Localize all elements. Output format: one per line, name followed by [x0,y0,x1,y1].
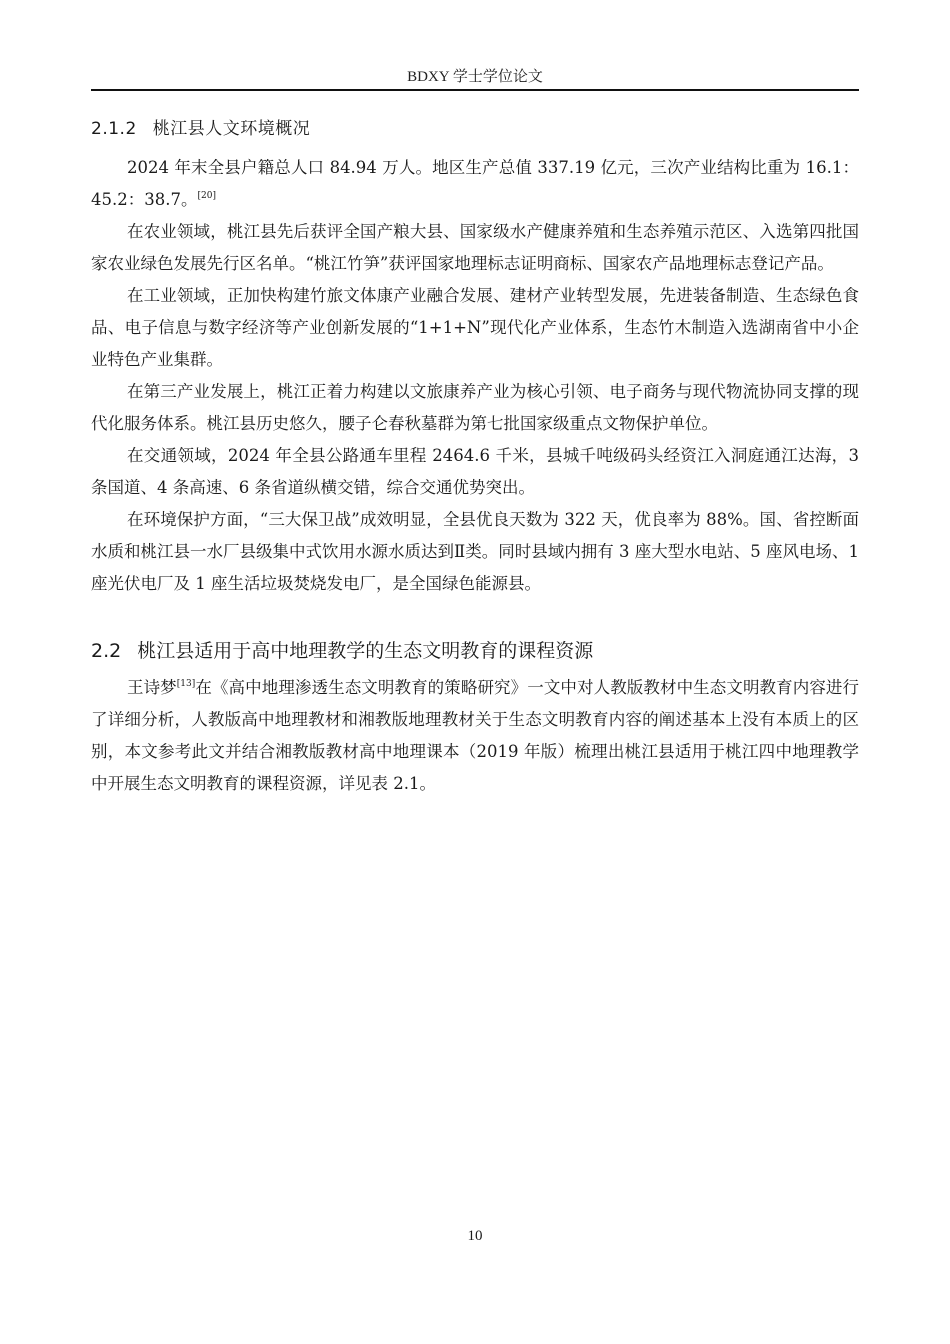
section-title: 桃江县人文环境概况 [152,119,311,139]
paragraph-tertiary: 在第三产业发展上，桃江正着力构建以文旅康养产业为核心引领、电子商务与现代物流协同支撑的现代化服务体系。桃江县历史悠久，腰子仑春秋墓群为第七批国家级重点文物保护单位。 [91,382,859,433]
section-number: 2.1.2 [91,119,137,139]
section-title: 桃江县适用于高中地理教学的生态文明教育的课程资源 [137,640,594,662]
paragraph-population [91,152,859,216]
citation-marker: [20] [197,191,216,201]
section-number: 2.2 [91,640,122,662]
page-number: 10 [467,1228,483,1244]
running-header: BDXY 学士学位论文 [407,69,543,85]
header-rule [91,89,859,91]
paragraph-agriculture: 在农业领域，桃江县先后获评全国产粮大县、国家级水产健康养殖和生态养殖示范区、入选第四批国家农业绿色发展先行区名单。“桃江竹笋”获评国家地理标志证明商标、国家农产品地理标志登记产品。 [91,222,859,273]
section-heading-2-2 [91,634,859,668]
paragraph-environment: 在环境保护方面，“三大保卫战”成效明显，全县优良天数为 322 天，优良率为 88%。国、省控断面水质和桃江县一水厂县级集中式饮用水源水质达到Ⅱ类。同时县域内拥有 3 座大型水电站、5 座风电场、1 座光伏电厂及 1 座生活垃圾焚烧发电厂，是全国绿色能源县。 [91,510,859,593]
page-body [91,114,859,800]
paragraph-lead: 王诗梦 [127,678,177,697]
paragraph-industry: 在工业领域，正加快构建竹旅文体康产业融合发展、建材产业转型发展，先进装备制造、生态绿色食品、电子信息与数字经济等产业创新发展的“1+1+N”现代化产业体系，生态竹木制造入选湖南省中小企业特色产业集群。 [91,286,859,369]
paragraph-transport: 在交通领域，2024 年全县公路通车里程 2464.6 千米，县城千吨级码头经资江入洞庭通江达海，3 条国道、4 条高速、6 条省道纵横交错，综合交通优势突出。 [91,446,859,497]
citation-marker: [13] [176,679,196,689]
paragraph-text: 在《高中地理渗透生态文明教育的策略研究》一文中对人教版教材中生态文明教育内容进行了详细分析，人教版高中地理教材和湘教版地理教材关于生态文明教育内容的阐述基本上没有本质上的区别，本文参考此文并结合湘教版教材高中地理课本（2019 年版）梳理出桃江县适用于桃江四中地理教学中开展生态文明教育的课程资源，详见表 2.1。 [91,678,860,793]
section-heading-2-1-2 [91,114,859,144]
paragraph-text: 2024 年末全县户籍总人口 84.94 万人。地区生产总值 337.19 亿元，三次产业结构比重为 16.1：45.2：38.7。 [91,158,859,209]
paragraph-curriculum-resources [91,672,859,800]
